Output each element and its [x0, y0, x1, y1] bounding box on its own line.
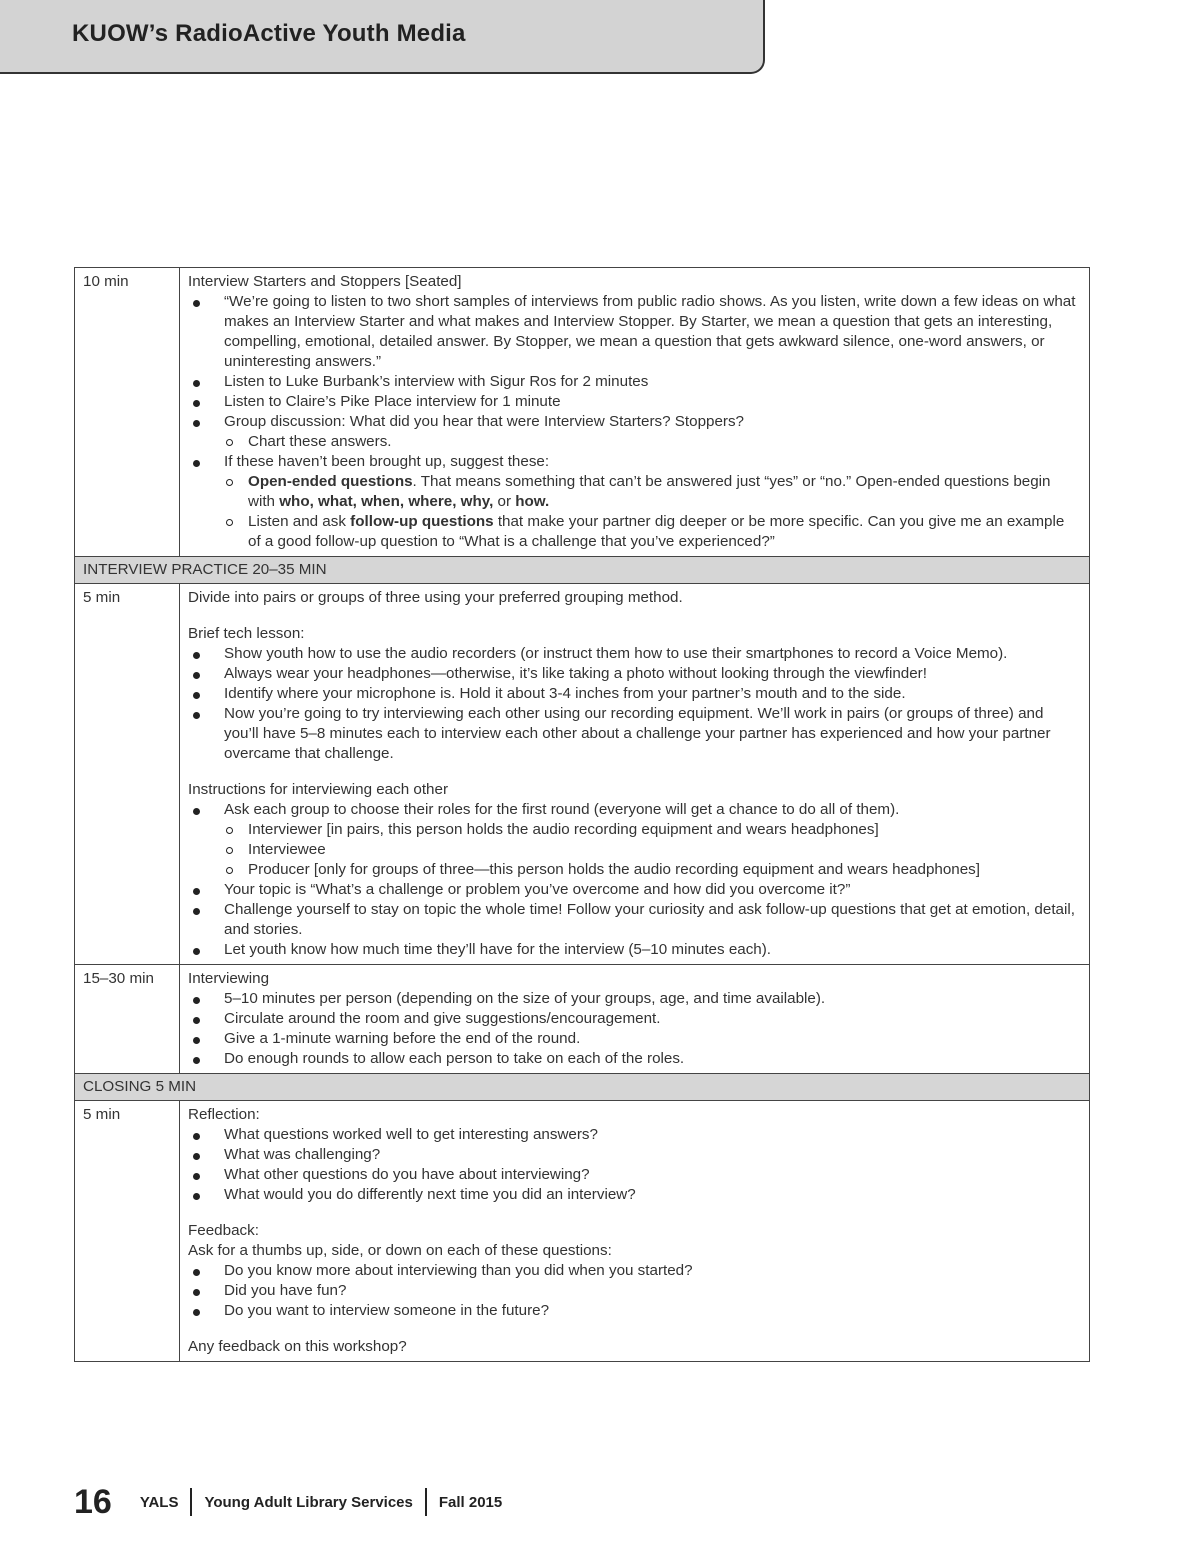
bullet-list [188, 644, 1081, 764]
list-item: What was challenging? [224, 1145, 1081, 1165]
list-item: Always wear your headphones—otherwise, it’s like taking a photo without looking through the viewfinder! [224, 664, 1081, 684]
footer-divider [190, 1488, 192, 1516]
page-footer [74, 1480, 502, 1524]
list-item: What other questions do you have about interviewing? [224, 1165, 1081, 1185]
page-number: 16 [74, 1482, 112, 1521]
sub-list-item: Interviewer [in pairs, this person holds the audio recording equipment and wears headphones] [248, 820, 1081, 840]
sub-list-item: Interviewee [248, 840, 1081, 860]
table-row [75, 1101, 1090, 1362]
activity-title: Interviewing [188, 970, 270, 987]
sub-list [224, 820, 1081, 880]
activity-subtitle: Brief tech lesson: [188, 625, 305, 642]
list-item: What would you do differently next time you did an interview? [224, 1185, 1081, 1205]
bullet-list [188, 989, 1081, 1069]
activity-cell [180, 965, 1090, 1074]
list-item: Show youth how to use the audio recorders (or instruct them how to use their smartphones to record a Voice Memo). [224, 644, 1081, 664]
section-header: CLOSING 5 MIN [75, 1074, 1090, 1101]
activity-subtitle: Instructions for interviewing each other [188, 781, 449, 798]
list-item: Do you want to interview someone in the future? [224, 1301, 1081, 1321]
section-header: INTERVIEW PRACTICE 20–35 MIN [75, 557, 1090, 584]
list-item: Now you’re going to try interviewing each other using our recording equipment. We’ll work in pairs (or groups of three) and you’ll have 5–8 minutes each to interview each other about a challenge your partner has experienced and how your partner overcame that challenge. [224, 704, 1081, 764]
list-item: “We’re going to listen to two short samples of interviews from public radio shows. As you listen, write down a few ideas on what makes an Interview Starter and what makes and Interview Stopper. By Starter, we mean a question that gets an interesting, compelling, emotional, detailed answer. By Stopper, we mean a question that gets awkward silence, one-word answers, or uninteresting answers.” [224, 292, 1081, 372]
section-header-row [75, 557, 1090, 584]
activity-intro: Ask for a thumbs up, side, or down on each of these questions: [188, 1242, 612, 1259]
activity-title: Reflection: [188, 1106, 260, 1123]
activity-cell [180, 1101, 1090, 1362]
list-item: Circulate around the room and give suggestions/encouragement. [224, 1009, 1081, 1029]
time-cell: 5 min [75, 1101, 180, 1362]
list-item: Listen to Claire’s Pike Place interview for 1 minute [224, 392, 1081, 412]
table-row [75, 965, 1090, 1074]
list-item: Identify where your microphone is. Hold it about 3-4 inches from your partner’s mouth and to the side. [224, 684, 1081, 704]
list-item: Did you have fun? [224, 1281, 1081, 1301]
list-item: 5–10 minutes per person (depending on the size of your groups, age, and time available). [224, 989, 1081, 1009]
footer-publication: Young Adult Library Services [204, 1493, 413, 1511]
time-cell: 15–30 min [75, 965, 180, 1074]
time-cell: 10 min [75, 268, 180, 557]
activity-cell [180, 584, 1090, 965]
list-item: Your topic is “What’s a challenge or problem you’ve overcome and how did you overcome it?” [224, 880, 1081, 900]
list-item: If these haven’t been brought up, suggest these: Open-ended questions. That means something that can’t be answered just “yes” or “no.” Open-ended questions begin with who, what, when, where, why, or how. Listen and ask follow-up questions that make your partner dig deeper or be more specific. Can you give me an example of a good follow-up question to “What is a challenge that you’ve experienced?” [224, 452, 1081, 552]
list-item: Listen to Luke Burbank’s interview with Sigur Ros for 2 minutes [224, 372, 1081, 392]
sub-list [224, 472, 1081, 552]
list-item: What questions worked well to get interesting answers? [224, 1125, 1081, 1145]
lesson-plan-table [74, 267, 1090, 1362]
footer-issue: Fall 2015 [438, 1493, 503, 1511]
bullet-list [188, 800, 1081, 960]
bullet-list [188, 1261, 1081, 1321]
bullet-list [188, 1125, 1081, 1205]
table-row [75, 268, 1090, 557]
list-item: Challenge yourself to stay on topic the whole time! Follow your curiosity and ask follow-up questions that get at emotion, detail, and stories. [224, 900, 1081, 940]
closing-question: Any feedback on this workshop? [188, 1338, 407, 1355]
sub-list-item: Producer [only for groups of three—this person holds the audio recording equipment and wears headphones] [248, 860, 1081, 880]
page-header-title: KUOW’s RadioActive Youth Media [72, 20, 466, 47]
activity-subtitle: Feedback: [188, 1222, 259, 1239]
table-row [75, 584, 1090, 965]
footer-abbr: YALS [139, 1493, 179, 1511]
list-item: Give a 1-minute warning before the end of the round. [224, 1029, 1081, 1049]
footer-divider [425, 1488, 427, 1516]
bullet-list [188, 292, 1081, 552]
sub-list-item: Chart these answers. [248, 432, 1081, 452]
activity-title: Interview Starters and Stoppers [Seated] [188, 273, 462, 290]
list-item: Do you know more about interviewing than you did when you started? [224, 1261, 1081, 1281]
sub-list [224, 432, 1081, 452]
sub-list-item: Listen and ask follow-up questions that make your partner dig deeper or be more specific. Can you give me an example of a good follow-up question to “What is a challenge that you’ve experienced?” [248, 512, 1081, 552]
list-item: Ask each group to choose their roles for the first round (everyone will get a chance to do all of them). Interviewer [in pairs, this person holds the audio recording equipment and wears headphones] Interviewee Producer [only for groups of three—this person holds the audio recording equipment and wears headphones] [224, 800, 1081, 880]
activity-intro: Divide into pairs or groups of three using your preferred grouping method. [188, 589, 683, 606]
list-item: Let youth know how much time they’ll have for the interview (5–10 minutes each). [224, 940, 1081, 960]
list-item: Group discussion: What did you hear that were Interview Starters? Stoppers? Chart these answers. [224, 412, 1081, 452]
section-header-row [75, 1074, 1090, 1101]
sub-list-item: Open-ended questions. That means something that can’t be answered just “yes” or “no.” Open-ended questions begin with who, what, when, where, why, or how. [248, 472, 1081, 512]
list-item: Do enough rounds to allow each person to take on each of the roles. [224, 1049, 1081, 1069]
time-cell: 5 min [75, 584, 180, 965]
activity-cell [180, 268, 1090, 557]
